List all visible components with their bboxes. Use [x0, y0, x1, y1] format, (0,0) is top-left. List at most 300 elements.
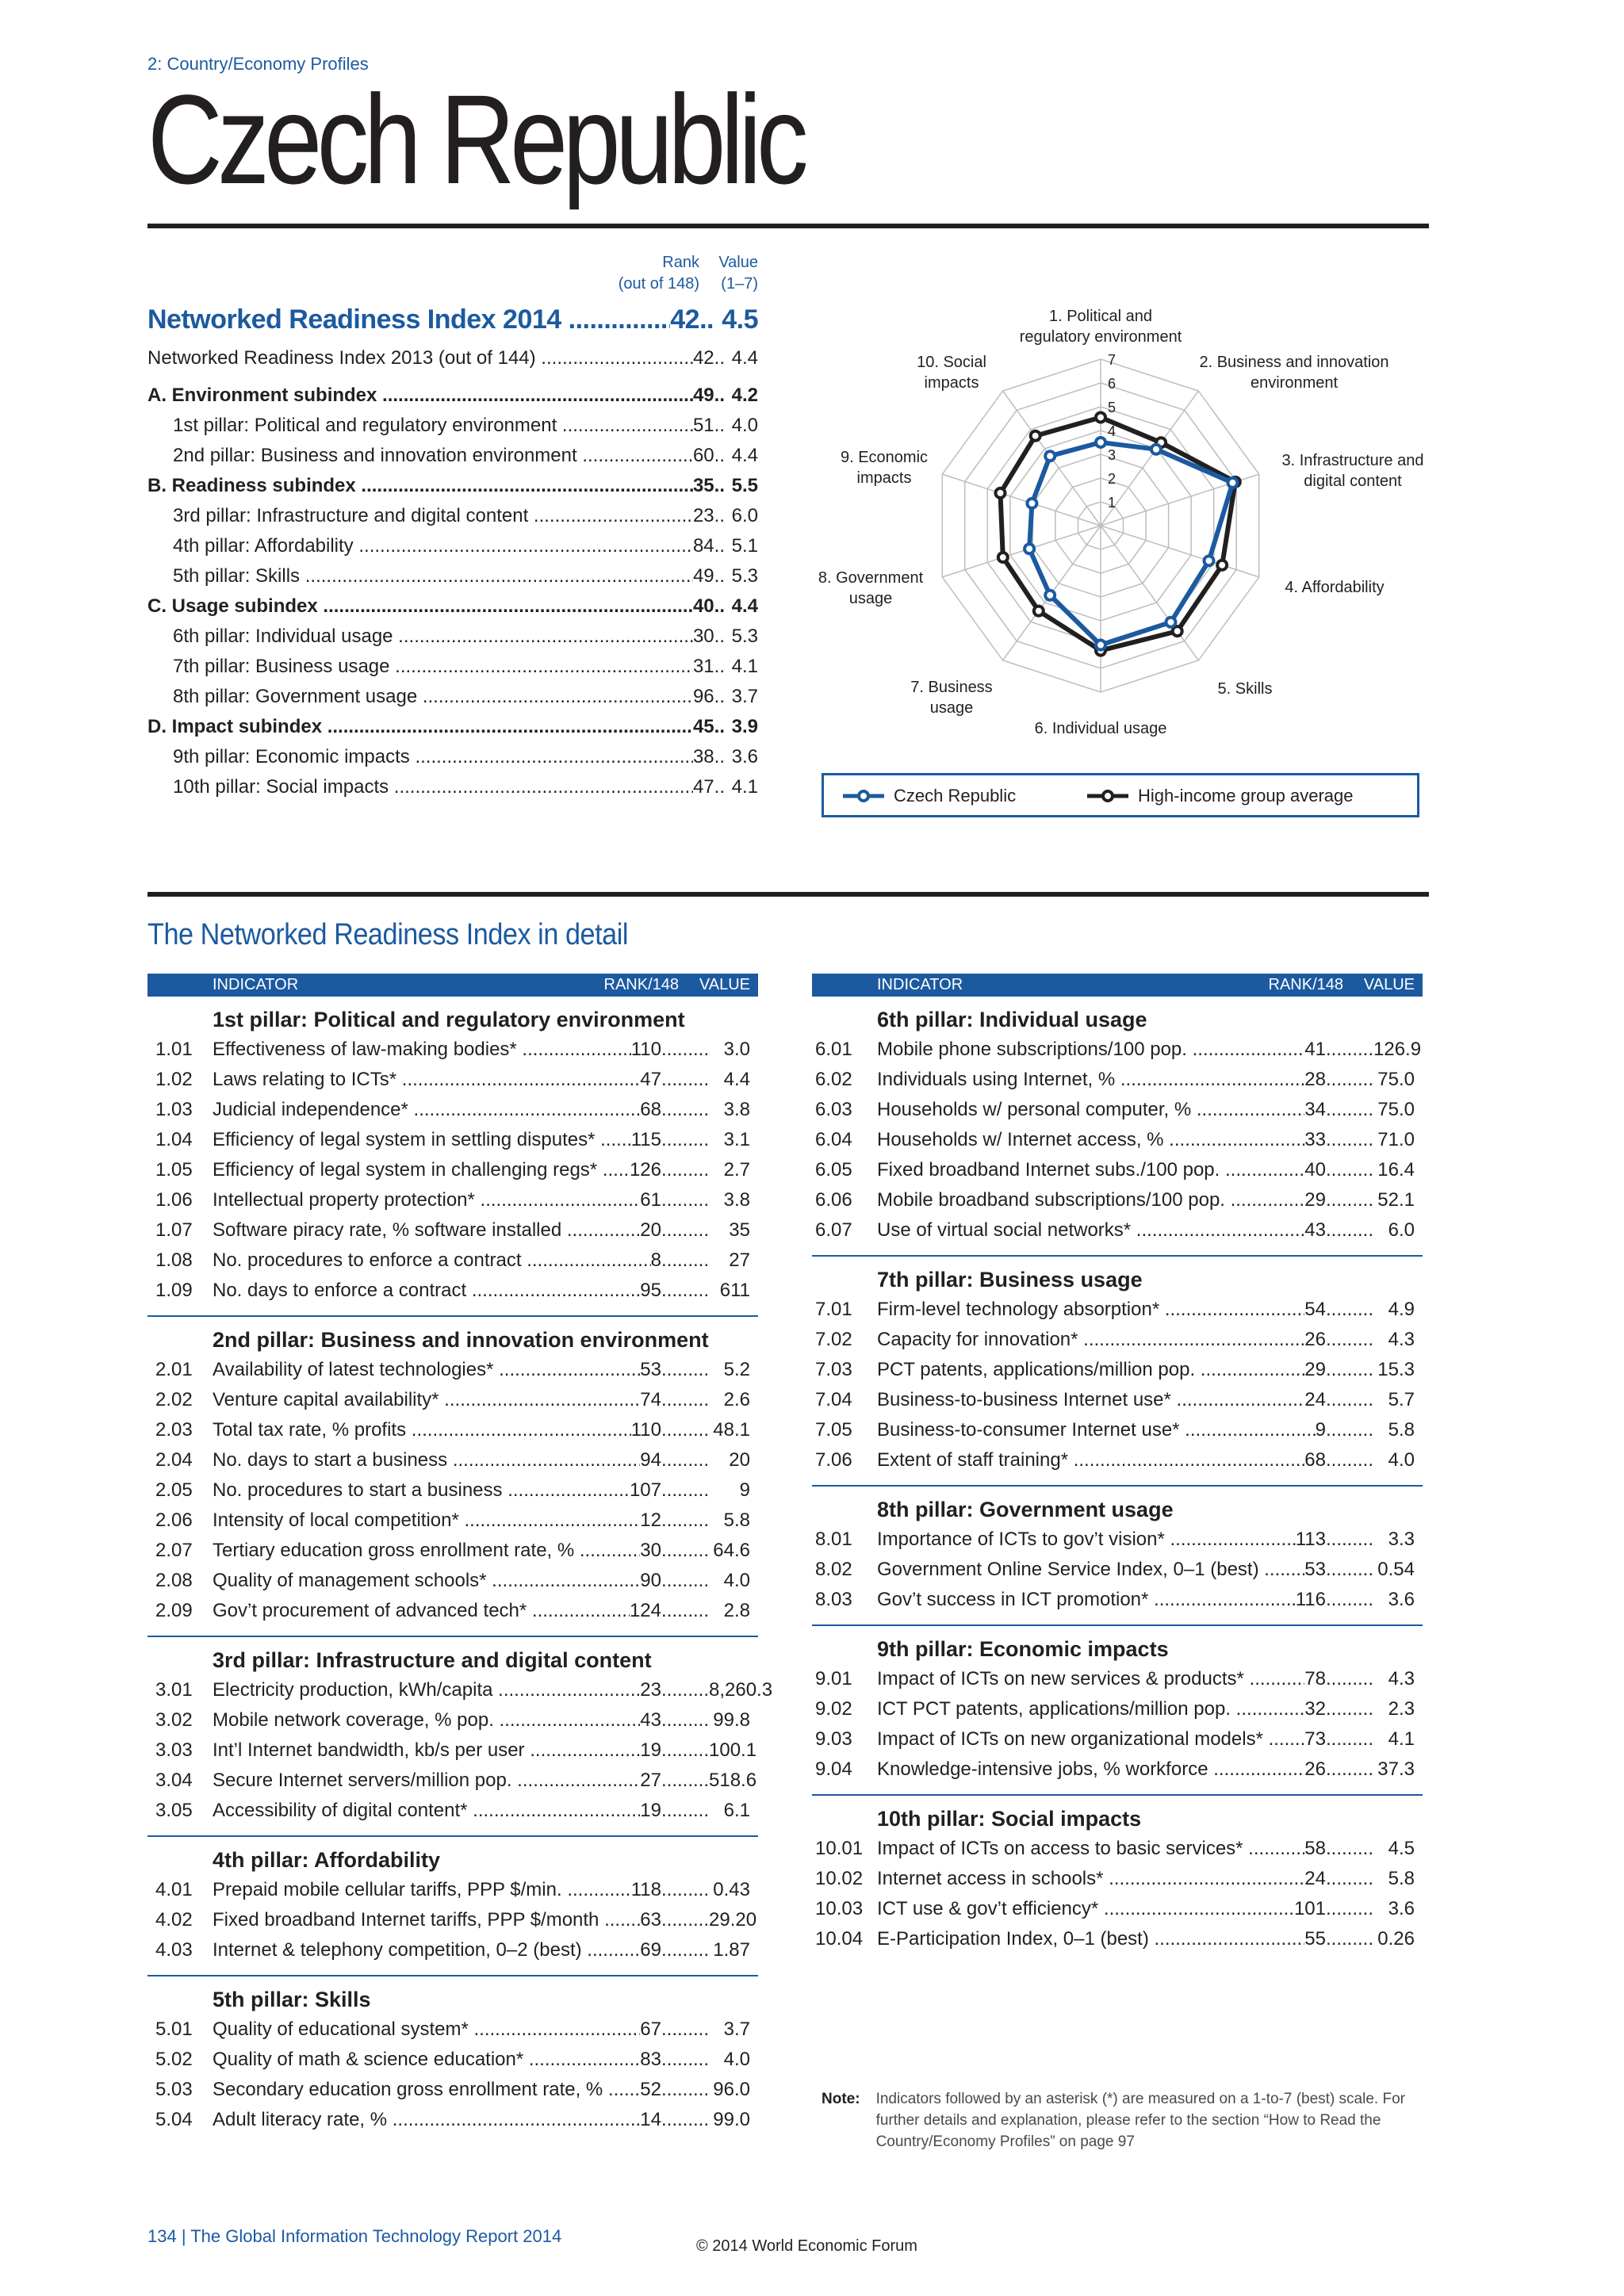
summary-rank: 30	[692, 626, 714, 647]
indicator-dots	[1326, 1385, 1373, 1415]
summary-label: 5th pillar: Skills .....	[147, 565, 693, 587]
indicator-dots	[661, 1536, 709, 1566]
radar-spoke	[942, 526, 1101, 577]
indicator-value: 4.9	[1388, 1299, 1415, 1320]
radar-point	[1096, 412, 1105, 422]
summary-dots: ..	[714, 595, 725, 617]
summary-label: A. Environment subindex .....	[147, 385, 693, 407]
indicator-value: 100.1	[709, 1739, 757, 1761]
indicator-name: Efficiency of legal system in challenging regs* .....	[213, 1155, 630, 1185]
indicator-name: Mobile network coverage, % pop. .....	[213, 1705, 640, 1735]
header-value: VALUE	[699, 976, 750, 993]
indicator-rank: 53	[1304, 1559, 1326, 1580]
radar-axis-label-line: 10. Social	[917, 354, 986, 371]
pillar-title: 3rd pillar: Infrastructure and digital content	[213, 1648, 652, 1672]
indicator-value: 5.2	[723, 1359, 750, 1380]
note-label: Note:	[822, 2091, 860, 2107]
radar-axis-label-line: 2. Business and innovation	[1199, 354, 1389, 371]
indicator-dots	[1326, 1834, 1373, 1864]
summary-label: C. Usage subindex .....	[147, 595, 693, 618]
indicator-value: 3.8	[723, 1189, 750, 1211]
indicator-rank: 115	[630, 1129, 661, 1150]
radar-svg	[809, 281, 1443, 773]
pillar-title: 8th pillar: Government usage	[877, 1498, 1174, 1521]
indicator-row	[812, 1185, 1423, 1215]
indicator-dots	[1326, 1585, 1373, 1615]
indicator-code: 5.01	[155, 2019, 193, 2040]
summary-dots: ..	[714, 746, 725, 767]
table-header	[812, 974, 1423, 997]
indicator-code: 5.03	[155, 2079, 193, 2100]
indicator-value: 52.1	[1377, 1189, 1415, 1211]
indicator-rank: 101	[1293, 1898, 1326, 1919]
radar-spoke	[942, 474, 1101, 526]
summary-label: 10th pillar: Social impacts .....	[147, 776, 693, 798]
indicator-rank: 24	[1304, 1389, 1326, 1410]
header-indicator: INDICATOR	[877, 976, 963, 993]
indicator-dots	[1326, 1924, 1373, 1954]
header-rank: RANK/148	[1268, 976, 1343, 993]
indicator-dots	[661, 1185, 709, 1215]
radar-point	[1025, 544, 1034, 553]
note	[822, 2088, 1432, 2152]
indicator-rank: 83	[640, 2049, 661, 2070]
radar-point	[1228, 478, 1237, 488]
indicator-name: Fixed broadband Internet subs./100 pop. .....	[877, 1155, 1304, 1185]
indicator-code: 7.01	[815, 1299, 852, 1320]
indicator-code: 2.03	[155, 1419, 193, 1441]
indicator-rank: 69	[640, 1939, 661, 1961]
indicator-value: 126.9	[1373, 1039, 1422, 1060]
indicator-row	[147, 1475, 758, 1506]
indicator-rank: 58	[1304, 1838, 1326, 1859]
indicator-row	[147, 1415, 758, 1445]
legend-label: High-income group average	[1138, 786, 1354, 806]
radar-point	[1166, 618, 1175, 627]
indicator-code: 9.02	[815, 1698, 852, 1720]
indicator-code: 1.09	[155, 1280, 193, 1301]
summary-label: 6th pillar: Individual usage .....	[147, 626, 693, 648]
title-rule	[147, 224, 1429, 228]
indicator-value: 3.7	[723, 2019, 750, 2040]
indicator-name: Individuals using Internet, % .....	[877, 1065, 1304, 1095]
indicator-name: Gov’t procurement of advanced tech* .....	[213, 1596, 630, 1626]
indicator-rank: 54	[1304, 1299, 1326, 1320]
indicator-row	[147, 1385, 758, 1415]
radar-axis-label	[1218, 680, 1273, 698]
summary-rank: 84	[692, 535, 714, 557]
indicator-name: Effectiveness of law-making bodies* .....	[213, 1035, 631, 1065]
indicator-value: 4.0	[723, 1570, 750, 1591]
legend-item-czech-republic	[841, 786, 1016, 806]
indicator-code: 3.03	[155, 1739, 193, 1761]
indicator-rank: 32	[1304, 1698, 1326, 1720]
indicator-value: 35	[729, 1219, 750, 1241]
indicator-name: Efficiency of legal system in settling disputes* .....	[213, 1125, 631, 1155]
radar-scale-tick: 7	[1107, 352, 1116, 368]
indicator-dots	[661, 1276, 709, 1306]
radar-point	[995, 488, 1005, 498]
summary-label: Networked Readiness Index 2014 .....	[147, 304, 670, 335]
indicator-dots	[661, 1125, 709, 1155]
indicator-value: 20	[729, 1449, 750, 1471]
indicator-code: 7.04	[815, 1389, 852, 1410]
indicator-row	[812, 1664, 1423, 1694]
summary-value: 3.9	[731, 716, 758, 737]
summary-row	[147, 565, 758, 587]
indicator-rank: 74	[640, 1389, 661, 1410]
note-text: Indicators followed by an asterisk (*) are measured on a 1-to-7 (best) scale. For further details and explanation, please refer to the section “How to Read the Country/Economy Profiles” on page 97	[875, 2091, 1405, 2150]
indicator-row	[147, 1735, 758, 1766]
summary-dots: ..	[699, 304, 714, 335]
indicator-row	[147, 1675, 773, 1705]
indicator-dots	[1326, 1724, 1373, 1755]
summary-value: 3.7	[731, 686, 758, 707]
indicator-value: 37.3	[1377, 1758, 1415, 1780]
radar-axis-label	[910, 679, 992, 717]
radar-point	[1096, 438, 1105, 447]
indicator-code: 9.03	[815, 1728, 852, 1750]
radar-point	[998, 553, 1008, 562]
indicator-rank: 67	[640, 2019, 661, 2040]
indicator-code: 2.05	[155, 1479, 193, 1501]
indicator-dots	[661, 1796, 709, 1826]
summary-dots: ..	[714, 535, 725, 557]
indicator-rank: 9	[1315, 1419, 1326, 1441]
indicator-code: 2.02	[155, 1389, 193, 1410]
indicator-code: 9.04	[815, 1758, 852, 1780]
indicator-value: 2.3	[1388, 1698, 1415, 1720]
summary-row	[147, 445, 758, 467]
value-header-line1: Value	[718, 254, 758, 271]
radar-axis-label-line: usage	[848, 590, 893, 607]
summary-dots: ..	[714, 415, 725, 436]
indicator-code: 1.06	[155, 1189, 193, 1211]
indicator-dots	[661, 2045, 709, 2075]
indicator-value: 99.0	[713, 2109, 750, 2130]
radar-scale-tick: 6	[1107, 376, 1116, 392]
indicator-value: 2.6	[723, 1389, 750, 1410]
indicator-rank: 68	[640, 1099, 661, 1120]
summary-dots: ..	[714, 716, 725, 737]
indicator-row	[812, 1894, 1423, 1924]
indicator-row	[812, 1125, 1423, 1155]
summary-dots: ..	[714, 656, 725, 677]
indicator-row	[147, 1506, 758, 1536]
indicator-row	[812, 1035, 1423, 1065]
indicator-row	[812, 1724, 1423, 1755]
indicator-rank: 14	[640, 2109, 661, 2130]
indicator-name: Software piracy rate, % software installed .....	[213, 1215, 640, 1246]
radar-axis-label	[917, 354, 986, 392]
indicator-dots	[1326, 1125, 1373, 1155]
summary-value: 4.4	[731, 445, 758, 466]
indicator-rank: 27	[640, 1770, 661, 1791]
indicator-value: 99.8	[713, 1709, 750, 1731]
indicator-name: Households w/ personal computer, % .....	[877, 1095, 1304, 1125]
indicator-name: Accessibility of digital content* .....	[213, 1796, 640, 1826]
summary-value: 4.4	[731, 595, 758, 617]
indicator-row	[147, 2075, 758, 2105]
summary-value: 4.4	[731, 347, 758, 369]
summary-value: 5.5	[731, 475, 758, 496]
indicator-row	[147, 1445, 758, 1475]
indicator-value: 3.8	[723, 1099, 750, 1120]
indicator-rank: 116	[1295, 1589, 1326, 1610]
indicator-dots	[1326, 1555, 1373, 1585]
summary-value: 3.6	[731, 746, 758, 767]
indicator-row	[147, 1566, 758, 1596]
indicator-code: 5.02	[155, 2049, 193, 2070]
indicator-name: Capacity for innovation* .....	[877, 1325, 1304, 1355]
indicator-row	[147, 2045, 758, 2075]
indicator-rank: 41	[1304, 1039, 1326, 1060]
indicator-rank: 63	[640, 1909, 661, 1931]
summary-row	[147, 626, 758, 648]
indicator-value: 6.0	[1388, 1219, 1415, 1241]
indicator-rank: 110	[630, 1419, 661, 1441]
indicator-rank: 126	[629, 1159, 661, 1181]
indicator-name: PCT patents, applications/million pop. .....	[877, 1355, 1304, 1385]
indicator-row	[812, 1864, 1423, 1894]
indicator-dots	[1326, 1664, 1373, 1694]
summary-row	[147, 686, 758, 708]
indicator-rank: 20	[640, 1219, 661, 1241]
indicator-code: 7.06	[815, 1449, 852, 1471]
radar-axis-label-line: impacts	[856, 469, 912, 487]
indicator-rank: 40	[1304, 1159, 1326, 1181]
summary-rank: 35	[692, 475, 714, 496]
radar-axis-label	[1285, 579, 1384, 596]
indicator-code: 6.06	[815, 1189, 852, 1211]
indicator-value: 0.26	[1377, 1928, 1415, 1950]
indicator-value: 3.6	[1388, 1898, 1415, 1919]
indicator-value: 4.1	[1388, 1728, 1415, 1750]
indicator-code: 10.01	[815, 1838, 864, 1859]
indicator-value: 4.3	[1388, 1329, 1415, 1350]
indicator-dots	[661, 1766, 709, 1796]
indicator-row	[147, 1215, 758, 1246]
indicator-name: Internet & telephony competition, 0–2 (best) .....	[213, 1935, 640, 1965]
summary-rank: 60	[692, 445, 714, 466]
summary-rank: 49	[692, 385, 714, 406]
indicator-value: 16.4	[1377, 1159, 1415, 1181]
radar-chart	[809, 281, 1443, 836]
pillar-section	[147, 1637, 773, 1837]
indicator-row	[147, 1355, 758, 1385]
summary-rank: 45	[692, 716, 714, 737]
indicator-code: 2.09	[155, 1600, 193, 1621]
indicator-row	[147, 2105, 758, 2135]
pillar-title: 7th pillar: Business usage	[877, 1268, 1143, 1292]
indicator-dots	[661, 1506, 709, 1536]
indicator-value: 4.0	[723, 2049, 750, 2070]
indicator-dots	[1326, 1755, 1373, 1785]
indicator-row	[147, 1065, 758, 1095]
indicator-code: 7.02	[815, 1329, 852, 1350]
indicator-row	[812, 1295, 1423, 1325]
indicator-code: 8.01	[815, 1529, 852, 1550]
indicator-rank: 24	[1304, 1868, 1326, 1889]
indicator-name: Mobile phone subscriptions/100 pop. .....	[877, 1035, 1304, 1065]
indicator-rank: 90	[640, 1570, 661, 1591]
indicator-rank: 118	[630, 1879, 661, 1900]
indicator-name: Laws relating to ICTs* .....	[213, 1065, 640, 1095]
indicator-rank: 73	[1304, 1728, 1326, 1750]
indicator-code: 2.07	[155, 1540, 193, 1561]
indicator-dots	[661, 1475, 709, 1506]
indicator-dots	[661, 1095, 709, 1125]
indicator-code: 5.04	[155, 2109, 193, 2130]
summary-dots: ..	[714, 505, 725, 526]
indicator-code: 1.07	[155, 1219, 193, 1241]
indicator-name: Business-to-business Internet use* .....	[877, 1385, 1304, 1415]
indicator-rank: 23	[640, 1679, 661, 1701]
summary-dots: ..	[714, 565, 725, 587]
indicator-row	[812, 1755, 1423, 1785]
indicator-name: Quality of management schools* .....	[213, 1566, 640, 1596]
indicator-dots	[1326, 1694, 1373, 1724]
indicator-row	[147, 1536, 758, 1566]
summary-dots: ..	[714, 626, 725, 647]
indicator-dots	[661, 1905, 709, 1935]
indicator-value: 3.0	[723, 1039, 750, 1060]
summary-dots: ..	[714, 776, 725, 798]
indicator-name: No. procedures to start a business .....	[213, 1475, 630, 1506]
indicator-value: 0.54	[1377, 1559, 1415, 1580]
indicator-value: 6.1	[723, 1800, 750, 1821]
radar-axis-label-line: 1. Political and	[1048, 308, 1153, 325]
summary-row	[147, 746, 758, 768]
indicator-name: Knowledge-intensive jobs, % workforce .....	[877, 1755, 1304, 1785]
indicator-row	[147, 1095, 758, 1125]
indicator-dots	[661, 1875, 709, 1905]
radar-axis-label-line: 7. Business	[910, 679, 993, 696]
summary-value: 4.5	[722, 304, 758, 335]
pillar-section	[812, 1487, 1423, 1626]
indicator-value: 9	[739, 1479, 750, 1501]
indicator-code: 3.05	[155, 1800, 193, 1821]
pillar-section	[147, 1976, 758, 2145]
indicator-value: 96.0	[713, 2079, 750, 2100]
indicator-dots	[1326, 1095, 1373, 1125]
indicator-rank: 78	[1304, 1668, 1326, 1689]
indicator-value: 64.6	[713, 1540, 750, 1561]
indicator-dots	[1326, 1445, 1373, 1475]
indicator-name: Secure Internet servers/million pop. .....	[213, 1766, 640, 1796]
indicator-value: 3.3	[1388, 1529, 1415, 1550]
legend-swatch-black-icon	[1086, 788, 1130, 804]
indicator-name: Availability of latest technologies* .....	[213, 1355, 640, 1385]
indicator-code: 9.01	[815, 1668, 852, 1689]
indicator-row	[147, 1246, 758, 1276]
indicator-value: 75.0	[1377, 1069, 1415, 1090]
summary-rank: 42	[670, 304, 700, 335]
indicator-code: 1.02	[155, 1069, 193, 1090]
radar-axis-label-line: 6. Individual usage	[1034, 720, 1167, 737]
indicator-rank: 26	[1304, 1758, 1326, 1780]
summary-value: 5.1	[731, 535, 758, 557]
summary-rank: 23	[692, 505, 714, 526]
indicator-rank: 124	[629, 1600, 661, 1621]
indicator-dots	[661, 1566, 709, 1596]
summary-label: B. Readiness subindex .....	[147, 475, 693, 497]
legend-label: Czech Republic	[894, 786, 1017, 806]
summary-label: 4th pillar: Affordability .....	[147, 535, 693, 557]
indicator-row	[147, 1596, 758, 1626]
indicator-value: 4.4	[723, 1069, 750, 1090]
summary-value: 5.3	[731, 626, 758, 647]
indicator-row	[812, 1355, 1423, 1385]
summary-row	[147, 535, 758, 557]
indicator-value: 3.6	[1388, 1589, 1415, 1610]
indicator-name: Tertiary education gross enrollment rate, % .....	[213, 1536, 640, 1566]
indicator-name: Secondary education gross enrollment rate, % .....	[213, 2075, 640, 2105]
indicator-value: 5.8	[1388, 1868, 1415, 1889]
indicator-row	[812, 1215, 1423, 1246]
indicator-code: 4.03	[155, 1939, 193, 1961]
indicator-code: 3.04	[155, 1770, 193, 1791]
summary-dots: ..	[714, 445, 725, 466]
radar-point	[1034, 607, 1044, 616]
indicator-name: Total tax rate, % profits .....	[213, 1415, 631, 1445]
indicator-name: No. days to enforce a contract .....	[213, 1276, 640, 1306]
section-rule	[147, 892, 1429, 897]
indicator-dots	[661, 1065, 709, 1095]
summary-row	[147, 304, 758, 335]
summary-value: 5.3	[731, 565, 758, 587]
radar-axis-label-line: 9. Economic	[840, 449, 929, 466]
indicator-name: Households w/ Internet access, % .....	[877, 1125, 1304, 1155]
indicator-dots	[661, 2105, 709, 2135]
summary-label: 1st pillar: Political and regulatory environment .....	[147, 415, 693, 437]
summary-label: Networked Readiness Index 2013 (out of 144) .....	[147, 347, 693, 369]
indicator-rank: 33	[1304, 1129, 1326, 1150]
indicator-row	[147, 1276, 758, 1306]
summary-label: 8th pillar: Government usage .....	[147, 686, 693, 708]
summary-dots: ..	[714, 686, 725, 707]
radar-point	[1096, 641, 1105, 650]
indicator-row	[147, 1125, 758, 1155]
summary-rank: 47	[692, 776, 714, 798]
indicator-name: Impact of ICTs on access to basic services* .....	[877, 1834, 1304, 1864]
summary-label: D. Impact subindex .....	[147, 716, 693, 738]
indicator-value: 5.8	[1388, 1419, 1415, 1441]
indicator-code: 10.03	[815, 1898, 864, 1919]
indicator-dots	[1326, 1525, 1373, 1555]
indicator-value: 2.8	[723, 1600, 750, 1621]
pillar-section	[812, 1626, 1423, 1796]
indicator-rank: 107	[629, 1479, 661, 1501]
indicator-code: 6.05	[815, 1159, 852, 1181]
indicator-rank: 95	[640, 1280, 661, 1301]
pillar-section	[147, 1837, 758, 1976]
indicator-rank: 68	[1304, 1449, 1326, 1471]
indicator-name: Prepaid mobile cellular tariffs, PPP $/min. .....	[213, 1875, 631, 1905]
radar-axis-label-line: environment	[1250, 374, 1339, 392]
indicator-code: 10.02	[815, 1868, 864, 1889]
indicator-row	[147, 1155, 758, 1185]
legend-swatch-blue-icon	[841, 788, 886, 804]
indicator-rank: 43	[640, 1709, 661, 1731]
indicator-rank: 113	[1295, 1529, 1326, 1550]
indicator-value: 4.0	[1388, 1449, 1415, 1471]
pillar-list-right	[812, 997, 1423, 1964]
indicator-value: 0.43	[713, 1879, 750, 1900]
summary-row	[147, 385, 758, 407]
summary-label: 3rd pillar: Infrastructure and digital content .....	[147, 505, 693, 527]
indicator-dots	[1326, 1185, 1373, 1215]
